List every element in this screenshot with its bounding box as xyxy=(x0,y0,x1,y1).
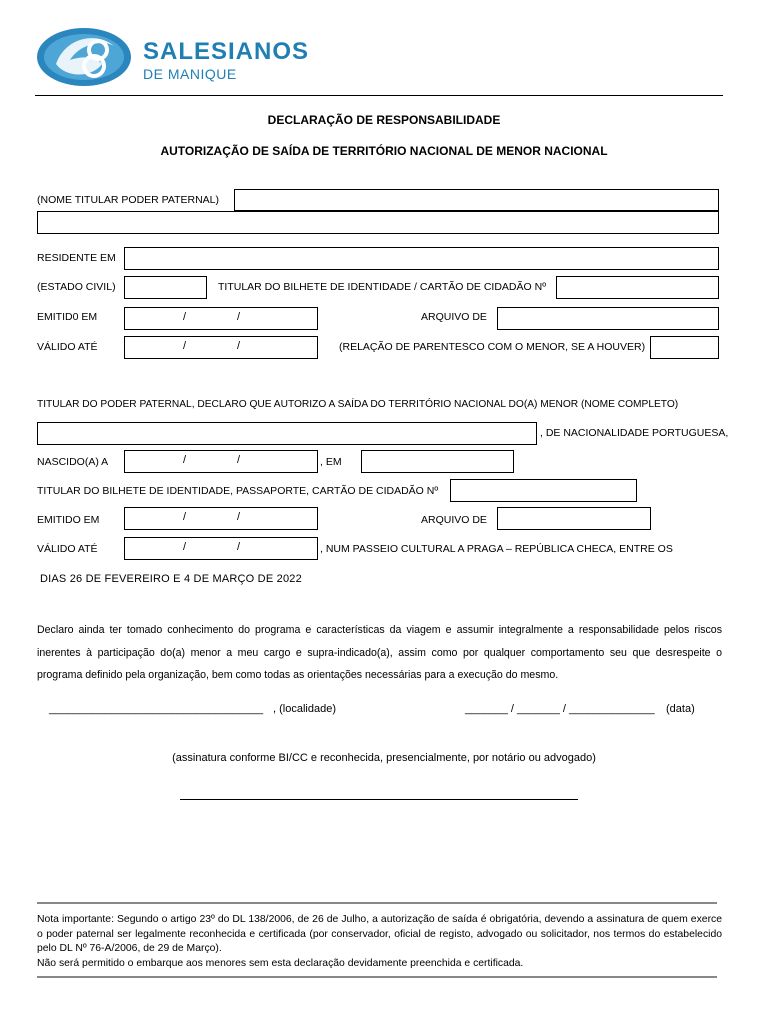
date-separator: / xyxy=(183,340,187,352)
date-separator: / xyxy=(237,311,241,323)
footer-note-line2: Não será permitido o embarque aos menores sem esta declaração devidamente preenchida e certificada. xyxy=(37,957,524,969)
relation-label: (RELAÇÃO DE PARENTESCO COM O MENOR, SE A HOUVER) xyxy=(339,341,646,353)
minor-id-label: TITULAR DO BILHETE DE IDENTIDADE, PASSAPORTE, CARTÃO DE CIDADÃO Nº xyxy=(37,485,439,497)
civil-status-label: (ESTADO CIVIL) xyxy=(37,281,116,293)
footer-divider-top xyxy=(37,902,717,904)
declaration-paragraph: Declaro ainda ter tomado conhecimento do programa e características da viagem e assumir integralmente a responsabilidade pelos riscos inerentes à participação do(a) menor a meu cargo e supra-indicado(a), assim como por qualquer comportamento seu que desrespeite o programa definido pela organização, bem como todas as orientações necessárias para a execução do mesmo. xyxy=(37,624,722,681)
guardian-archive-label: ARQUIVO DE xyxy=(421,311,487,323)
date-separator: / xyxy=(237,454,241,466)
guardian-archive-field[interactable] xyxy=(497,307,719,330)
date-blank[interactable]: _______ / _______ / ______________ xyxy=(465,703,655,715)
locality-label: , (localidade) xyxy=(273,703,336,715)
locality-blank[interactable]: ___________________________________ xyxy=(49,703,264,715)
minor-valid-field[interactable] xyxy=(124,537,318,560)
footer-note xyxy=(37,913,722,971)
relation-field[interactable] xyxy=(650,336,719,359)
date-separator: / xyxy=(237,511,241,523)
guardian-issued-label: EMITID0 EM xyxy=(37,311,98,323)
guardian-name-field[interactable] xyxy=(234,189,719,211)
guardian-name-field-line2[interactable] xyxy=(37,211,719,234)
footer-divider-bottom xyxy=(37,976,717,978)
guardian-valid-field[interactable] xyxy=(124,336,318,359)
born-place-field[interactable] xyxy=(361,450,514,473)
trip-dates-text: DIAS 26 DE FEVEREIRO E 4 DE MARÇO DE 2022 xyxy=(40,573,302,585)
page-title: DECLARAÇÃO DE RESPONSABILIDADE xyxy=(267,113,501,127)
born-date-field[interactable] xyxy=(124,450,318,473)
guardian-id-label: TITULAR DO BILHETE DE IDENTIDADE / CARTÃO DE CIDADÃO Nº xyxy=(218,281,547,293)
signature-instruction: (assinatura conforme BI/CC e reconhecida, presencialmente, por notário ou advogado) xyxy=(172,752,596,764)
nationality-text: , DE NACIONALIDADE PORTUGUESA, xyxy=(540,427,729,439)
guardian-issued-field[interactable] xyxy=(124,307,318,330)
minor-archive-label: ARQUIVO DE xyxy=(421,514,487,526)
footer-note-line1: Nota importante: Segundo o artigo 23º do DL 138/2006, de 26 de Julho, a autorização de saída é obrigatória, devendo a assinatura de quem exerce o poder paternal ser legalmente reconhecida e certificada (por conservador, oficial de registo, advogado ou solicitador, nos termos do estabelecido pelo DL Nº 76-A/2006, de 29 de Março). xyxy=(37,914,722,954)
date-separator: / xyxy=(183,454,187,466)
born-label: NASCIDO(A) A xyxy=(37,456,109,468)
date-label: (data) xyxy=(666,703,695,715)
minor-issued-label: EMITIDO EM xyxy=(37,514,100,526)
residence-label: RESIDENTE EM xyxy=(37,252,116,264)
date-separator: / xyxy=(183,311,187,323)
logo-subtitle: DE MANIQUE xyxy=(143,66,237,82)
minor-intro-text: TITULAR DO PODER PATERNAL, DECLARO QUE AUTORIZO A SAÍDA DO TERRITÓRIO NACIONAL DO(A) MENOR (NOME COMPLETO) xyxy=(37,399,679,410)
logo-title: SALESIANOS xyxy=(143,38,310,65)
minor-archive-field[interactable] xyxy=(497,507,651,530)
trip-text: , NUM PASSEIO CULTURAL A PRAGA – REPÚBLICA CHECA, ENTRE OS xyxy=(320,543,673,555)
date-separator: / xyxy=(237,340,241,352)
logo xyxy=(36,26,136,88)
guardian-id-field[interactable] xyxy=(556,276,719,299)
civil-status-field[interactable] xyxy=(124,276,207,299)
page-subtitle: AUTORIZAÇÃO DE SAÍDA DE TERRITÓRIO NACIONAL DE MENOR NACIONAL xyxy=(160,144,608,158)
guardian-name-label: (NOME TITULAR PODER PATERNAL) xyxy=(37,194,220,206)
date-separator: / xyxy=(237,541,241,553)
date-separator: / xyxy=(183,541,187,553)
minor-name-field[interactable] xyxy=(37,422,537,445)
minor-issued-field[interactable] xyxy=(124,507,318,530)
logo-emblem-icon xyxy=(36,26,136,88)
date-separator: / xyxy=(183,511,187,523)
guardian-valid-label: VÁLIDO ATÉ xyxy=(37,341,98,353)
header-divider xyxy=(35,95,723,96)
residence-field[interactable] xyxy=(124,247,719,270)
minor-valid-label: VÁLIDO ATÉ xyxy=(37,543,98,555)
minor-id-field[interactable] xyxy=(450,479,637,502)
signature-line[interactable] xyxy=(180,799,578,800)
born-in-label: , EM xyxy=(320,456,342,468)
